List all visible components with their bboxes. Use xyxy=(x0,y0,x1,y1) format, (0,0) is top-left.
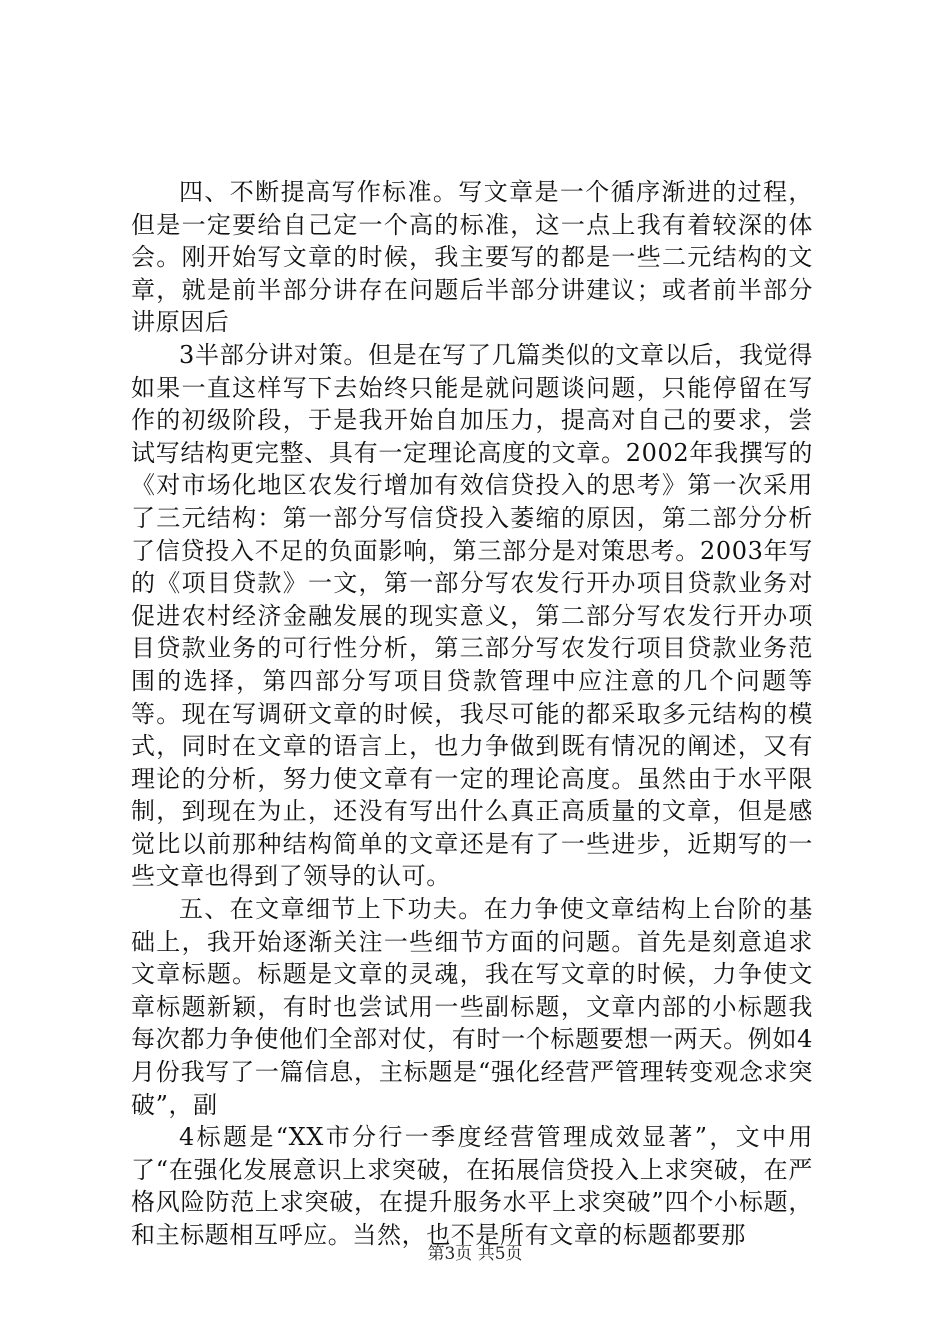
document-body xyxy=(131,176,813,1252)
paragraph-section-four: 四、不断提高写作标准。写文章是一个循序渐进的过程，但是一定要给自己定一个高的标准，这一点上我有着较深的体会。刚开始写文章的时候，我主要写的都是一些二元结构的文章，就是前半部分讲存在问题后半部分讲建议；或者前半部分讲原因后 xyxy=(131,178,813,337)
paragraph-section-five: 五、在文章细节上下功夫。在力争使文章结构上台阶的基础上，我开始逐渐关注一些细节方面的问题。首先是刻意追求文章标题。标题是文章的灵魂，我在写文章的时候，力争使文章标题新颖，有时也尝试用一些副标题，文章内部的小标题我每次都力争使他们全部对仗，有时一个标题要想一两天。例如4月份我写了一篇信息，主标题是“强化经营严管理转变观念求突破”，副 xyxy=(131,895,813,1119)
paragraph-continuation-three: 3半部分讲对策。但是在写了几篇类似的文章以后，我觉得如果一直这样写下去始终只能是就问题谈问题，只能停留在写作的初级阶段，于是我开始自加压力，提高对自己的要求，尝试写结构更完整、具有一定理论高度的文章。2002年我撰写的《对市场化地区农发行增加有效信贷投入的思考》第一次采用了三元结构：第一部分写信贷投入萎缩的原因，第二部分分析了信贷投入不足的负面影响，第三部分是对策思考。2003年写的《项目贷款》一文，第一部分写农发行开办项目贷款业务对促进农村经济金融发展的现实意义，第二部分写农发行开办项目贷款业务的可行性分析，第三部分写农发行项目贷款业务范围的选择，第四部分写项目贷款管理中应注意的几个问题等等。现在写调研文章的时候，我尽可能的都采取多元结构的模式，同时在文章的语言上，也力争做到既有情况的阐述，又有理论的分析，努力使文章有一定的理论高度。虽然由于水平限制，到现在为止，还没有写出什么真正高质量的文章，但是感觉比以前那种结构简单的文章还是有了一些进步，近期写的一些文章也得到了领导的认可。 xyxy=(131,340,813,891)
paragraph-continuation-four: 4标题是“XX市分行一季度经营管理成效显著”，文中用了“在强化发展意识上求突破，在拓展信贷投入上求突破，在严格风险防范上求突破，在提升服务水平上求突破”四个小标题，和主标题相互呼应。当然，也不是所有文章的标题都要那 xyxy=(131,1123,813,1249)
page-footer: 第3页 共5页 xyxy=(427,1244,523,1264)
